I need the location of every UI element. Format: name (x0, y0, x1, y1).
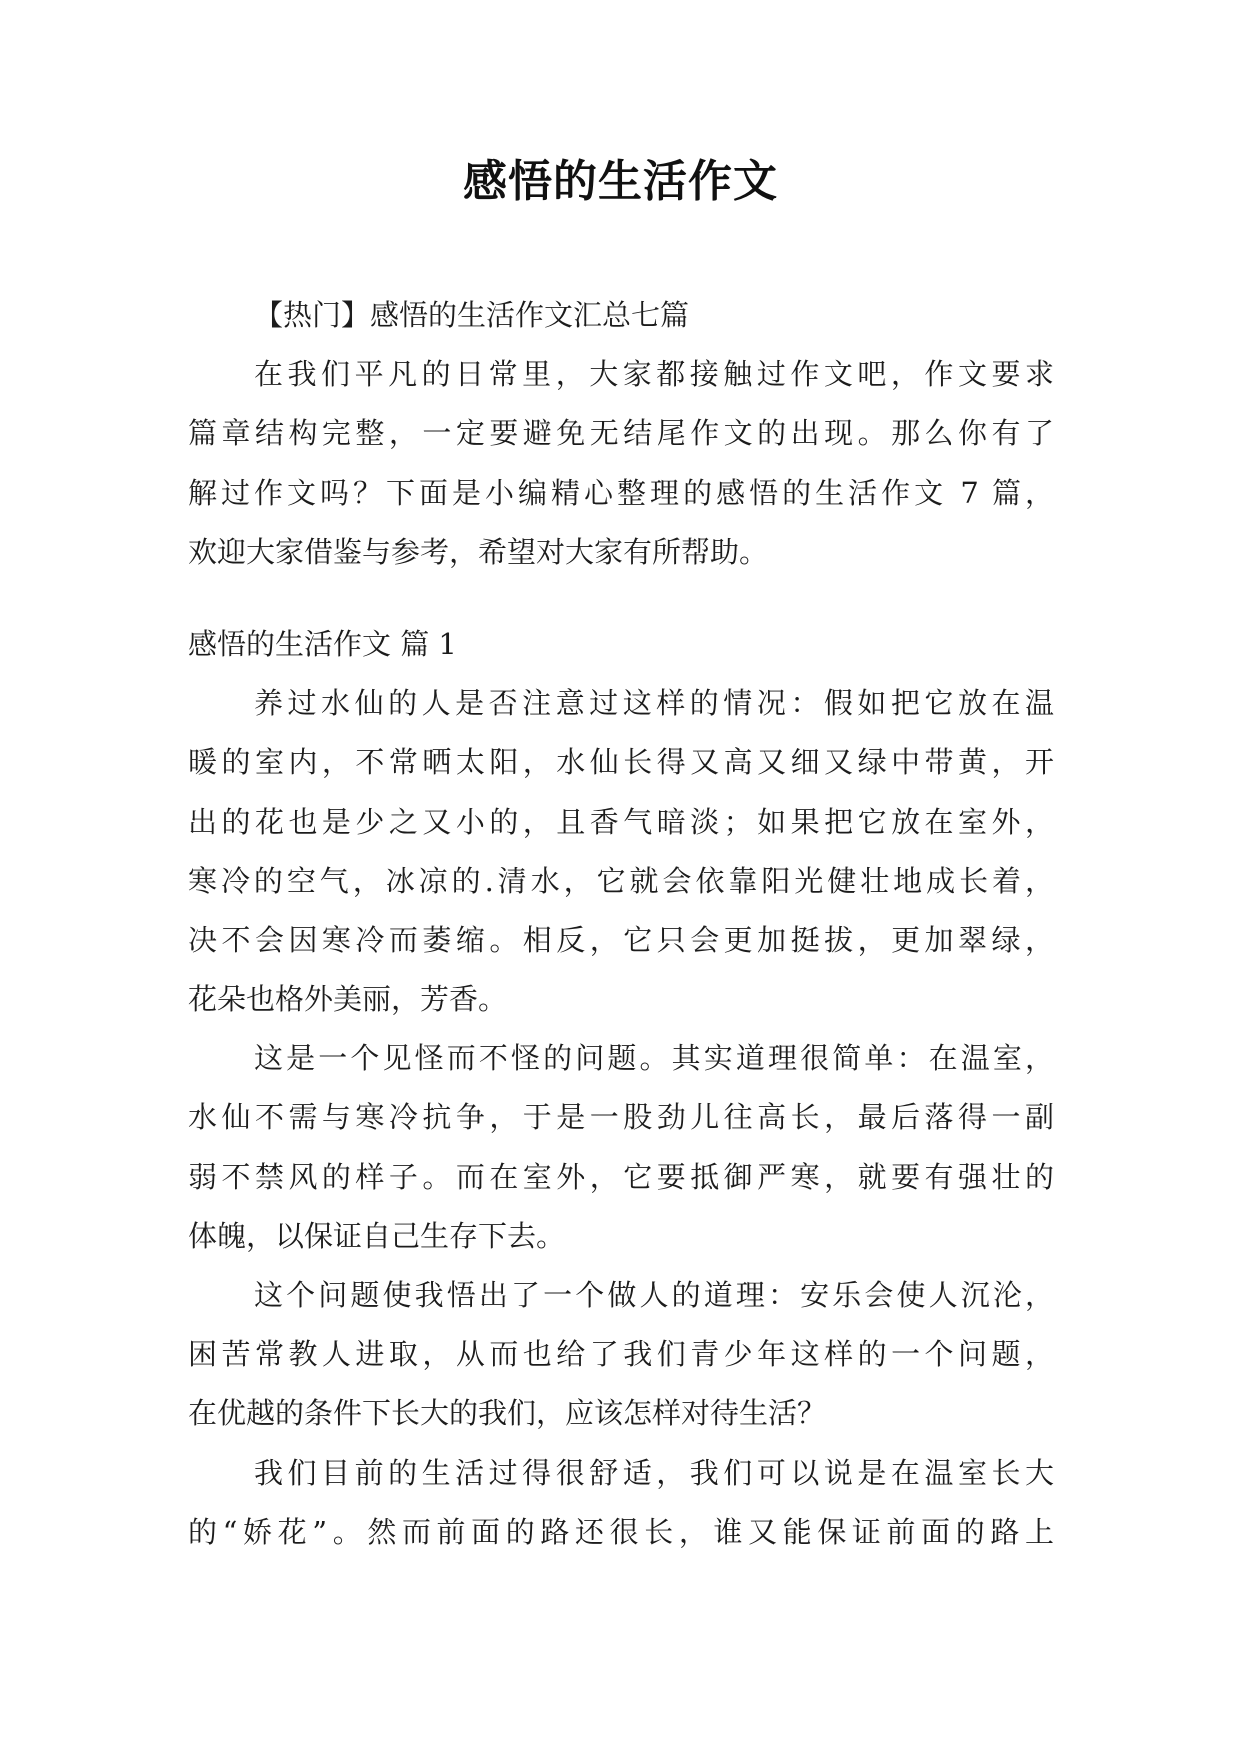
paragraph-3 (188, 1266, 1054, 1444)
intro-line (188, 286, 1054, 345)
text-line: 的“娇花”。然而前面的路还很长，谁又能保证前面的路上 (188, 1514, 1054, 1549)
document-body (188, 286, 1054, 1562)
text-line: 决不会因寒冷而萎缩。相反，它只会更加挺拔，更加翠绿， (188, 922, 1054, 957)
paragraph-2 (188, 1029, 1054, 1266)
paragraph-4 (188, 1444, 1054, 1562)
text-line: 花朵也格外美丽，芳香。 (188, 982, 508, 1017)
section-heading (188, 615, 1054, 674)
text-line: 寒冷的空气，冰凉的.清水，它就会依靠阳光健壮地成长着， (188, 863, 1054, 898)
text-line: 解过作文吗？下面是小编精心整理的感悟的生活作文 7 篇， (188, 475, 1054, 510)
text-line: 这是一个见怪而不怪的问题。其实道理很简单：在温室， (254, 1041, 1054, 1076)
text-line: 我们目前的生活过得很舒适，我们可以说是在温室长大 (254, 1455, 1054, 1490)
text-line: 体魄，以保证自己生存下去。 (188, 1218, 566, 1253)
document-title: 感悟的生活作文 (463, 156, 778, 207)
text-line: 水仙不需与寒冷抗争，于是一股劲儿往高长，最后落得一副 (188, 1100, 1054, 1135)
text-line: 这个问题使我悟出了一个做人的道理：安乐会使人沉沦， (254, 1278, 1054, 1312)
section-heading-text: 感悟的生活作文 篇 1 (188, 626, 457, 661)
text-line: 养过水仙的人是否注意过这样的情况：假如把它放在温 (254, 686, 1054, 721)
text-line: 在优越的条件下长大的我们，应该怎样对待生活？ (188, 1396, 827, 1431)
intro-paragraph (188, 345, 1054, 582)
text-line: 弱不禁风的样子。而在室外，它要抵御严寒，就要有强壮的 (188, 1159, 1054, 1194)
text-line: 暖的室内，不常晒太阳，水仙长得又高又细又绿中带黄，开 (188, 745, 1054, 780)
paragraph-1 (188, 674, 1054, 1029)
text-line: 【热门】感悟的生活作文汇总七篇 (254, 298, 690, 332)
text-line: 篇章结构完整，一定要避免无结尾作文的出现。那么你有了 (188, 416, 1054, 451)
text-line: 欢迎大家借鉴与参考，希望对大家有所帮助。 (188, 534, 769, 569)
text-line: 困苦常教人进取，从而也给了我们青少年这样的一个问题， (188, 1337, 1054, 1372)
text-line: 在我们平凡的日常里，大家都接触过作文吧，作文要求 (254, 357, 1054, 392)
text-line: 出的花也是少之又小的，且香气暗淡；如果把它放在室外， (188, 804, 1054, 839)
